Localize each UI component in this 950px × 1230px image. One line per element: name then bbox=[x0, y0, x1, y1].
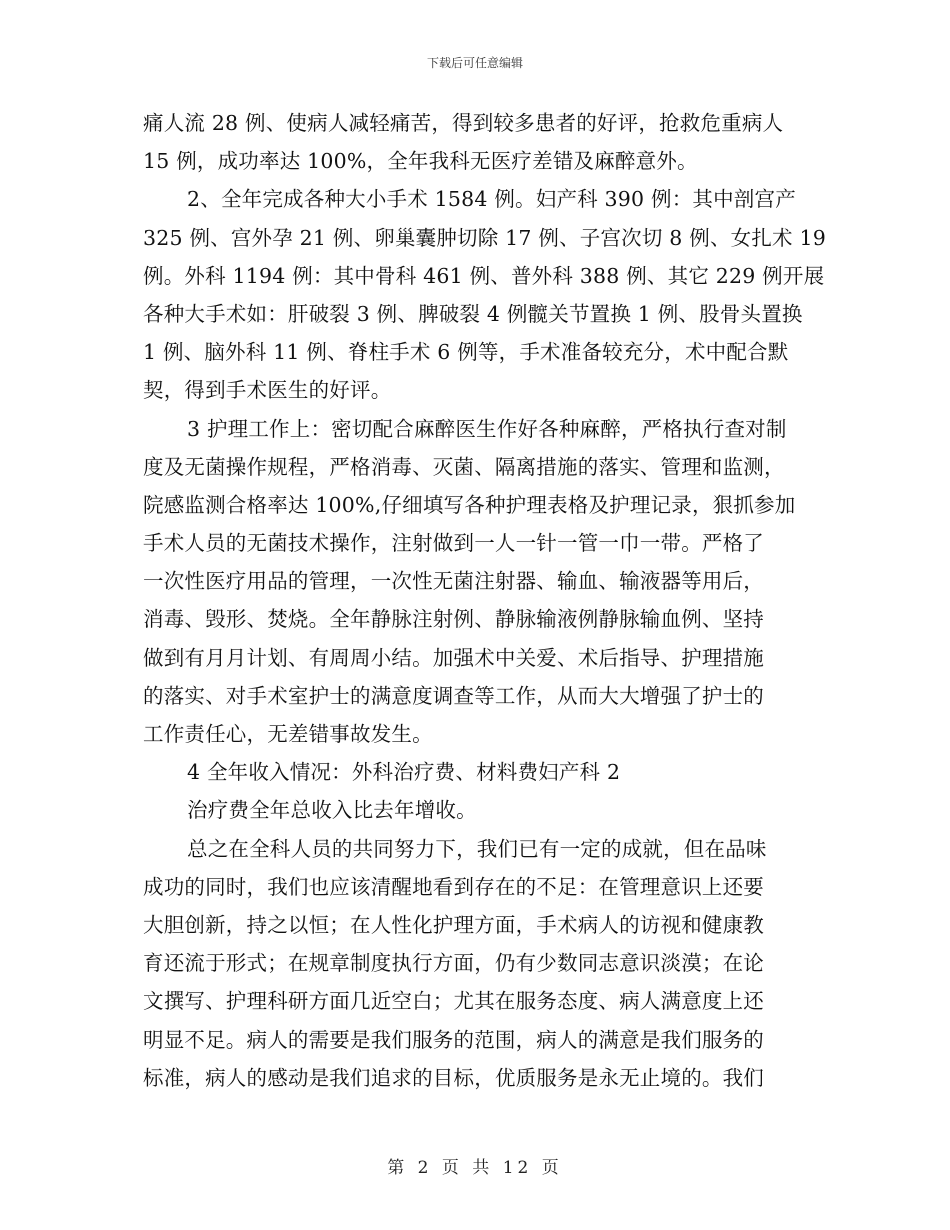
text-line: 痛人流 28 例、使病人减轻痛苦，得到较多患者的好评，抢救危重病人 bbox=[143, 111, 784, 135]
text-line: 各种大手术如：肝破裂 3 例、脾破裂 4 例髋关节置换 1 例、股骨头置换 bbox=[143, 301, 803, 326]
text-line: 325 例、宫外孕 21 例、卵巢囊肿切除 17 例、子宫次切 8 例、女扎术 19 bbox=[143, 225, 826, 250]
document-body bbox=[143, 104, 826, 1097]
text-line: 例。外科 1194 例：其中骨科 461 例、普外科 388 例、其它 229 例开展 bbox=[143, 263, 825, 288]
text-line: 做到有月月计划、有周周小结。加强术中关爱、术后指导、护理措施 bbox=[143, 645, 764, 670]
text-line: 文撰写、护理科研方面几近空白；尤其在服务态度、病人满意度上还 bbox=[143, 989, 764, 1014]
text-line: 4 全年收入情况：外科治疗费、材料费妇产科 2 bbox=[187, 760, 621, 785]
text-line: 明显不足。病人的需要是我们服务的范围，病人的满意是我们服务的 bbox=[143, 1027, 764, 1052]
text-line: 一次性医疗用品的管理，一次性无菌注射器、输血、输液器等用后， bbox=[143, 569, 764, 594]
text-line: 的落实、对手术室护士的满意度调查等工作，从而大大增强了护士的 bbox=[143, 683, 764, 708]
text-line: 院感监测合格率达 100%,仔细填写各种护理表格及护理记录，狠抓参加 bbox=[143, 492, 796, 517]
text-line: 15 例，成功率达 100%，全年我科无医疗差错及麻醉意外。 bbox=[143, 149, 698, 174]
text-line: 手术人员的无菌技术操作，注射做到一人一针一管一巾一带。严格了 bbox=[143, 531, 764, 556]
text-line: 工作责任心，无差错事故发生。 bbox=[143, 722, 433, 746]
text-line: 1 例、脑外科 11 例、脊柱手术 6 例等，手术准备较充分，术中配合默 bbox=[143, 340, 789, 365]
text-line: 总之在全科人员的共同努力下，我们已有一定的成就，但在品味 bbox=[187, 836, 767, 861]
text-line: 育还流于形式；在规章制度执行方面，仍有少数同志意识淡漠；在论 bbox=[143, 951, 764, 976]
text-line: 契，得到手术医生的好评。 bbox=[143, 378, 392, 403]
page-header: 下载后可任意编辑 bbox=[426, 56, 523, 70]
text-line: 3 护理工作上：密切配合麻醉医生作好各种麻醉，严格执行查对制 bbox=[187, 416, 787, 441]
text-line: 大胆创新，持之以恒；在人性化护理方面，手术病人的访视和健康教 bbox=[143, 912, 764, 937]
text-line: 治疗费全年总收入比去年增收。 bbox=[187, 798, 477, 823]
page-footer: 第 2 页 共 12 页 bbox=[387, 1158, 563, 1178]
text-line: 2、全年完成各种大小手术 1584 例。妇产科 390 例：其中剖宫产 bbox=[187, 187, 796, 212]
text-line: 成功的同时，我们也应该清醒地看到存在的不足：在管理意识上还要 bbox=[143, 874, 764, 899]
text-line: 消毒、毁形、焚烧。全年静脉注射例、静脉输液例静脉输血例、坚持 bbox=[143, 607, 764, 632]
text-line: 度及无菌操作规程，严格消毒、灭菌、隔离措施的落实、管理和监测， bbox=[143, 454, 785, 479]
text-line: 标准，病人的感动是我们追求的目标，优质服务是永无止境的。我们 bbox=[143, 1065, 764, 1090]
